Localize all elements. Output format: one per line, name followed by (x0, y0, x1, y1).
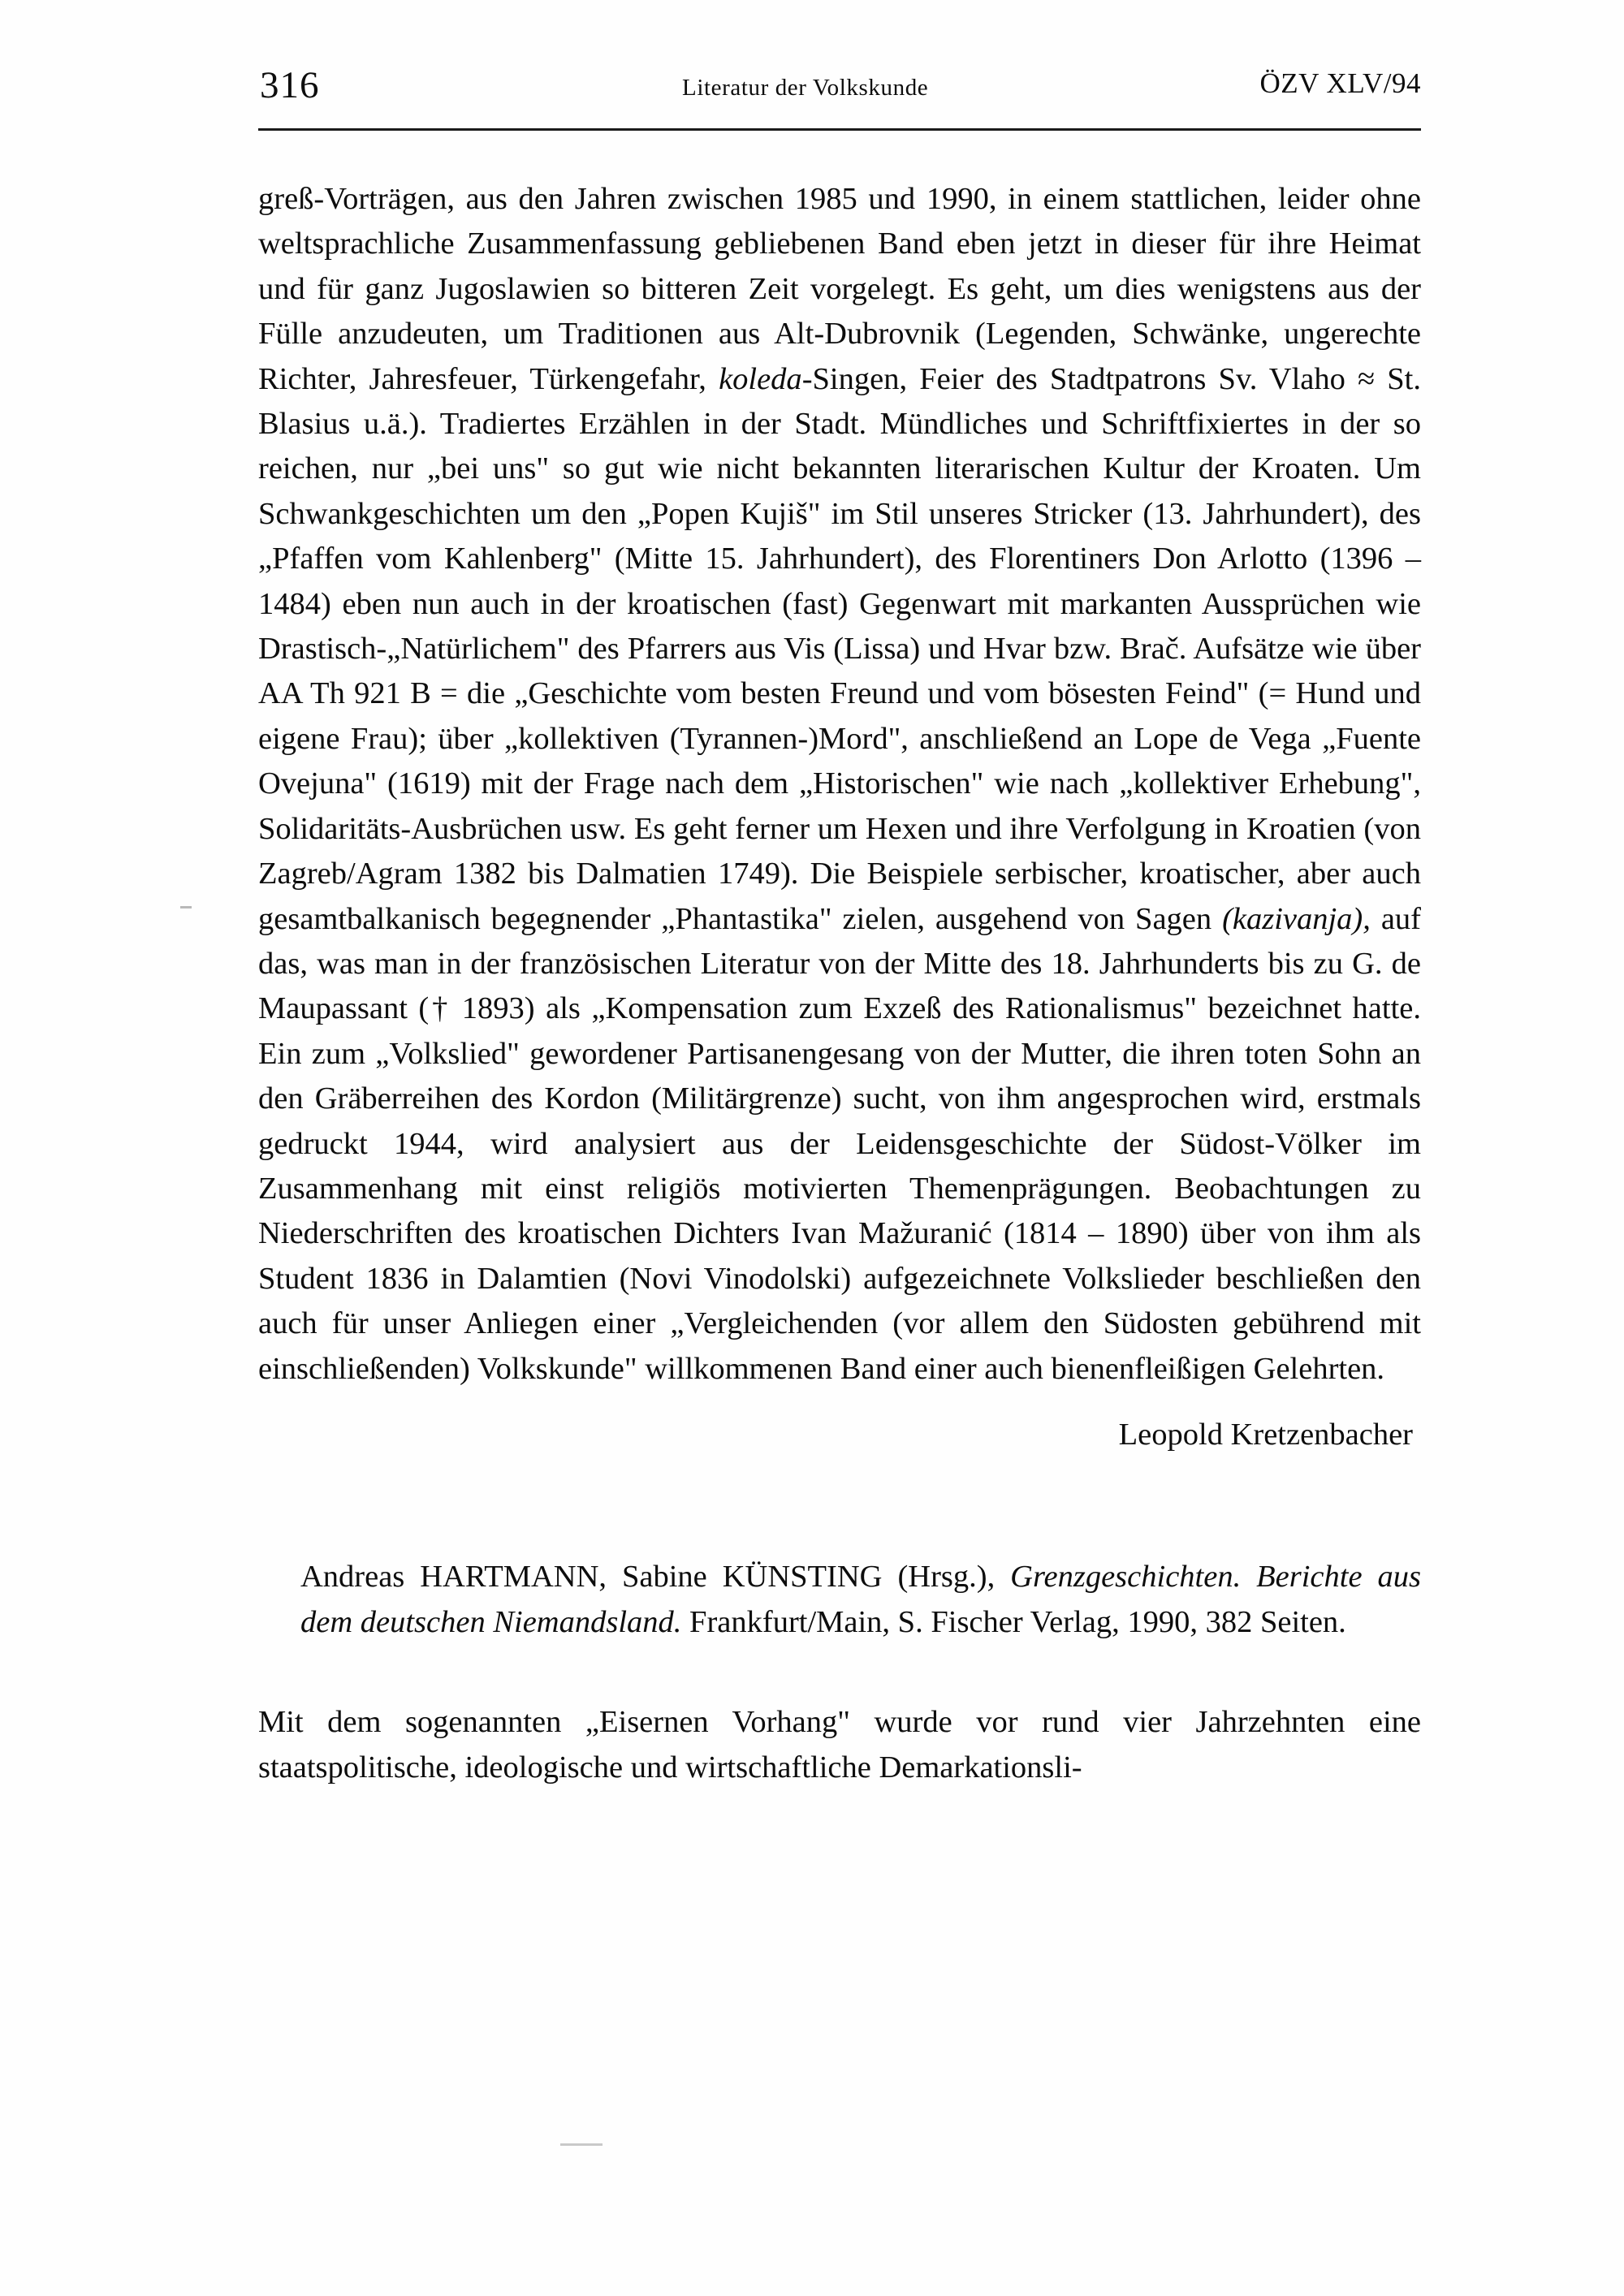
review-text-part-2: -Singen, Feier des Stadtpatrons Sv. Vlaho ≈ St. Blasius u.ä.). Tradiertes Erzählen in der Stadt. Mündliches und Schriftfixiertes in der so reichen, nur „bei uns" so gut wie nicht bekannten literarischen Kultur der Kroaten. Um Schwankgeschichten um den „Popen Kujiš" im Stil unseres Stricker (13. Jahrhundert), des „Pfaffen vom Kahlenberg" (Mitte 15. Jahrhundert), des Florentiners Don Arlotto (1396 – 1484) eben nun auch in der kroatischen (fast) Gegenwart mit markanten Aussprüchen wie Drastisch-„Natürlichem" des Pfarrers aus Vis (Lissa) und Hvar bzw. Brač. Aufsätze wie über AA Th 921 B = die „Geschichte vom besten Freund und vom bösesten Feind" (= Hund und eigene Frau); über „kollektiven (Tyrannen-)Mord", anschließend an Lope de Vega „Fuente Ovejuna" (1619) mit der Frage nach dem „Historischen" wie nach „kollektiver Erhebung", Solidaritäts-Ausbrüchen usw. Es geht ferner um Hexen und ihre Verfolgung in Kroatien (von Zagreb/Agram 1382 bis Dalmatien 1749). Die Beispiele serbischer, kroatischer, aber auch gesamtbalkanisch begegnender „Phantastika" zielen, ausgehend von Sagen (258, 361, 1421, 936)
reference-publication: Frankfurt/Main, S. Fischer Verlag, 1990, 382 Seiten. (681, 1604, 1346, 1639)
review-text-part-1: greß-Vorträgen, aus den Jahren zwischen 1985 und 1990, in einem stattlichen, leider ohne weltsprachliche Zusammenfassung gebliebenen Band eben jetzt in dieser für ihre Heimat und für ganz Jugoslawien so bitteren Zeit vorgelegt. Es geht, um dies wenigstens aus der Fülle anzudeuten, um Traditionen aus Alt-Dubrovnik (Legenden, Schwänke, ungerechte Richter, Jahresfeuer, Türkengefahr, (258, 182, 1421, 396)
journal-reference: ÖZV XLV/94 (1259, 67, 1421, 99)
review-text-part-3: auf das, was man in der französischen Literatur von der Mitte des 18. Jahrhunderts bis zu G. de Maupassant († 1893) als „Kompensation zum Exzeß des Rationalismus" bezeichnet hatte. Ein zum „Volkslied" gewordener Partisanengesang von der Mutter, die ihren toten Sohn an den Gräberreihen des Kordon (Militärgrenze) sucht, von ihm angesprochen wird, erstmals gedruckt 1944, wird analysiert aus der Leidensgeschichte der Südost-Völker im Zusammenhang mit einst religiös motivierten Themenprägungen. Beobachtungen zu Niederschriften des kroatischen Dichters Ivan Mažuranić (1814 – 1890) über von ihm als Student 1836 in Dalamtien (Novi Vinodolski) aufgezeichnete Volkslieder beschließen den auch für unser Anliegen einer „Vergleichenden (vor allem den Südosten gebührend mit einschließenden) Volkskunde" willkommenen Band einer auch bienenfleißigen Gelehrten. (258, 901, 1421, 1386)
reference-authors: Andreas HARTMANN, Sabine KÜNSTING (Hrsg.), (300, 1560, 1011, 1595)
bottom-mark (560, 2143, 603, 2146)
review-signature: Leopold Kretzenbacher (1118, 1417, 1413, 1452)
header-divider (258, 128, 1421, 131)
reference-title: Grenzgeschichten. Berichte aus dem deutschen Niemandsland. (300, 1560, 1422, 1639)
text-column (258, 177, 1421, 1822)
running-title: Literatur der Volkskunde (682, 75, 929, 101)
margin-mark (180, 906, 192, 908)
page-number: 316 (260, 64, 320, 106)
next-review-paragraph: Mit dem sogenannten „Eisernen Vorhang" wurde vor rund vier Jahrzehnten eine staatspolitische, ideologische und wirtschaftliche Demarkationsli- (258, 1705, 1421, 1785)
italic-term-kazivanja: (kazivanja), (1222, 901, 1371, 936)
book-reference (258, 1555, 1421, 1645)
italic-term-koleda: koleda (719, 361, 802, 396)
review-paragraph (258, 177, 1421, 1392)
page-header (260, 63, 1421, 112)
